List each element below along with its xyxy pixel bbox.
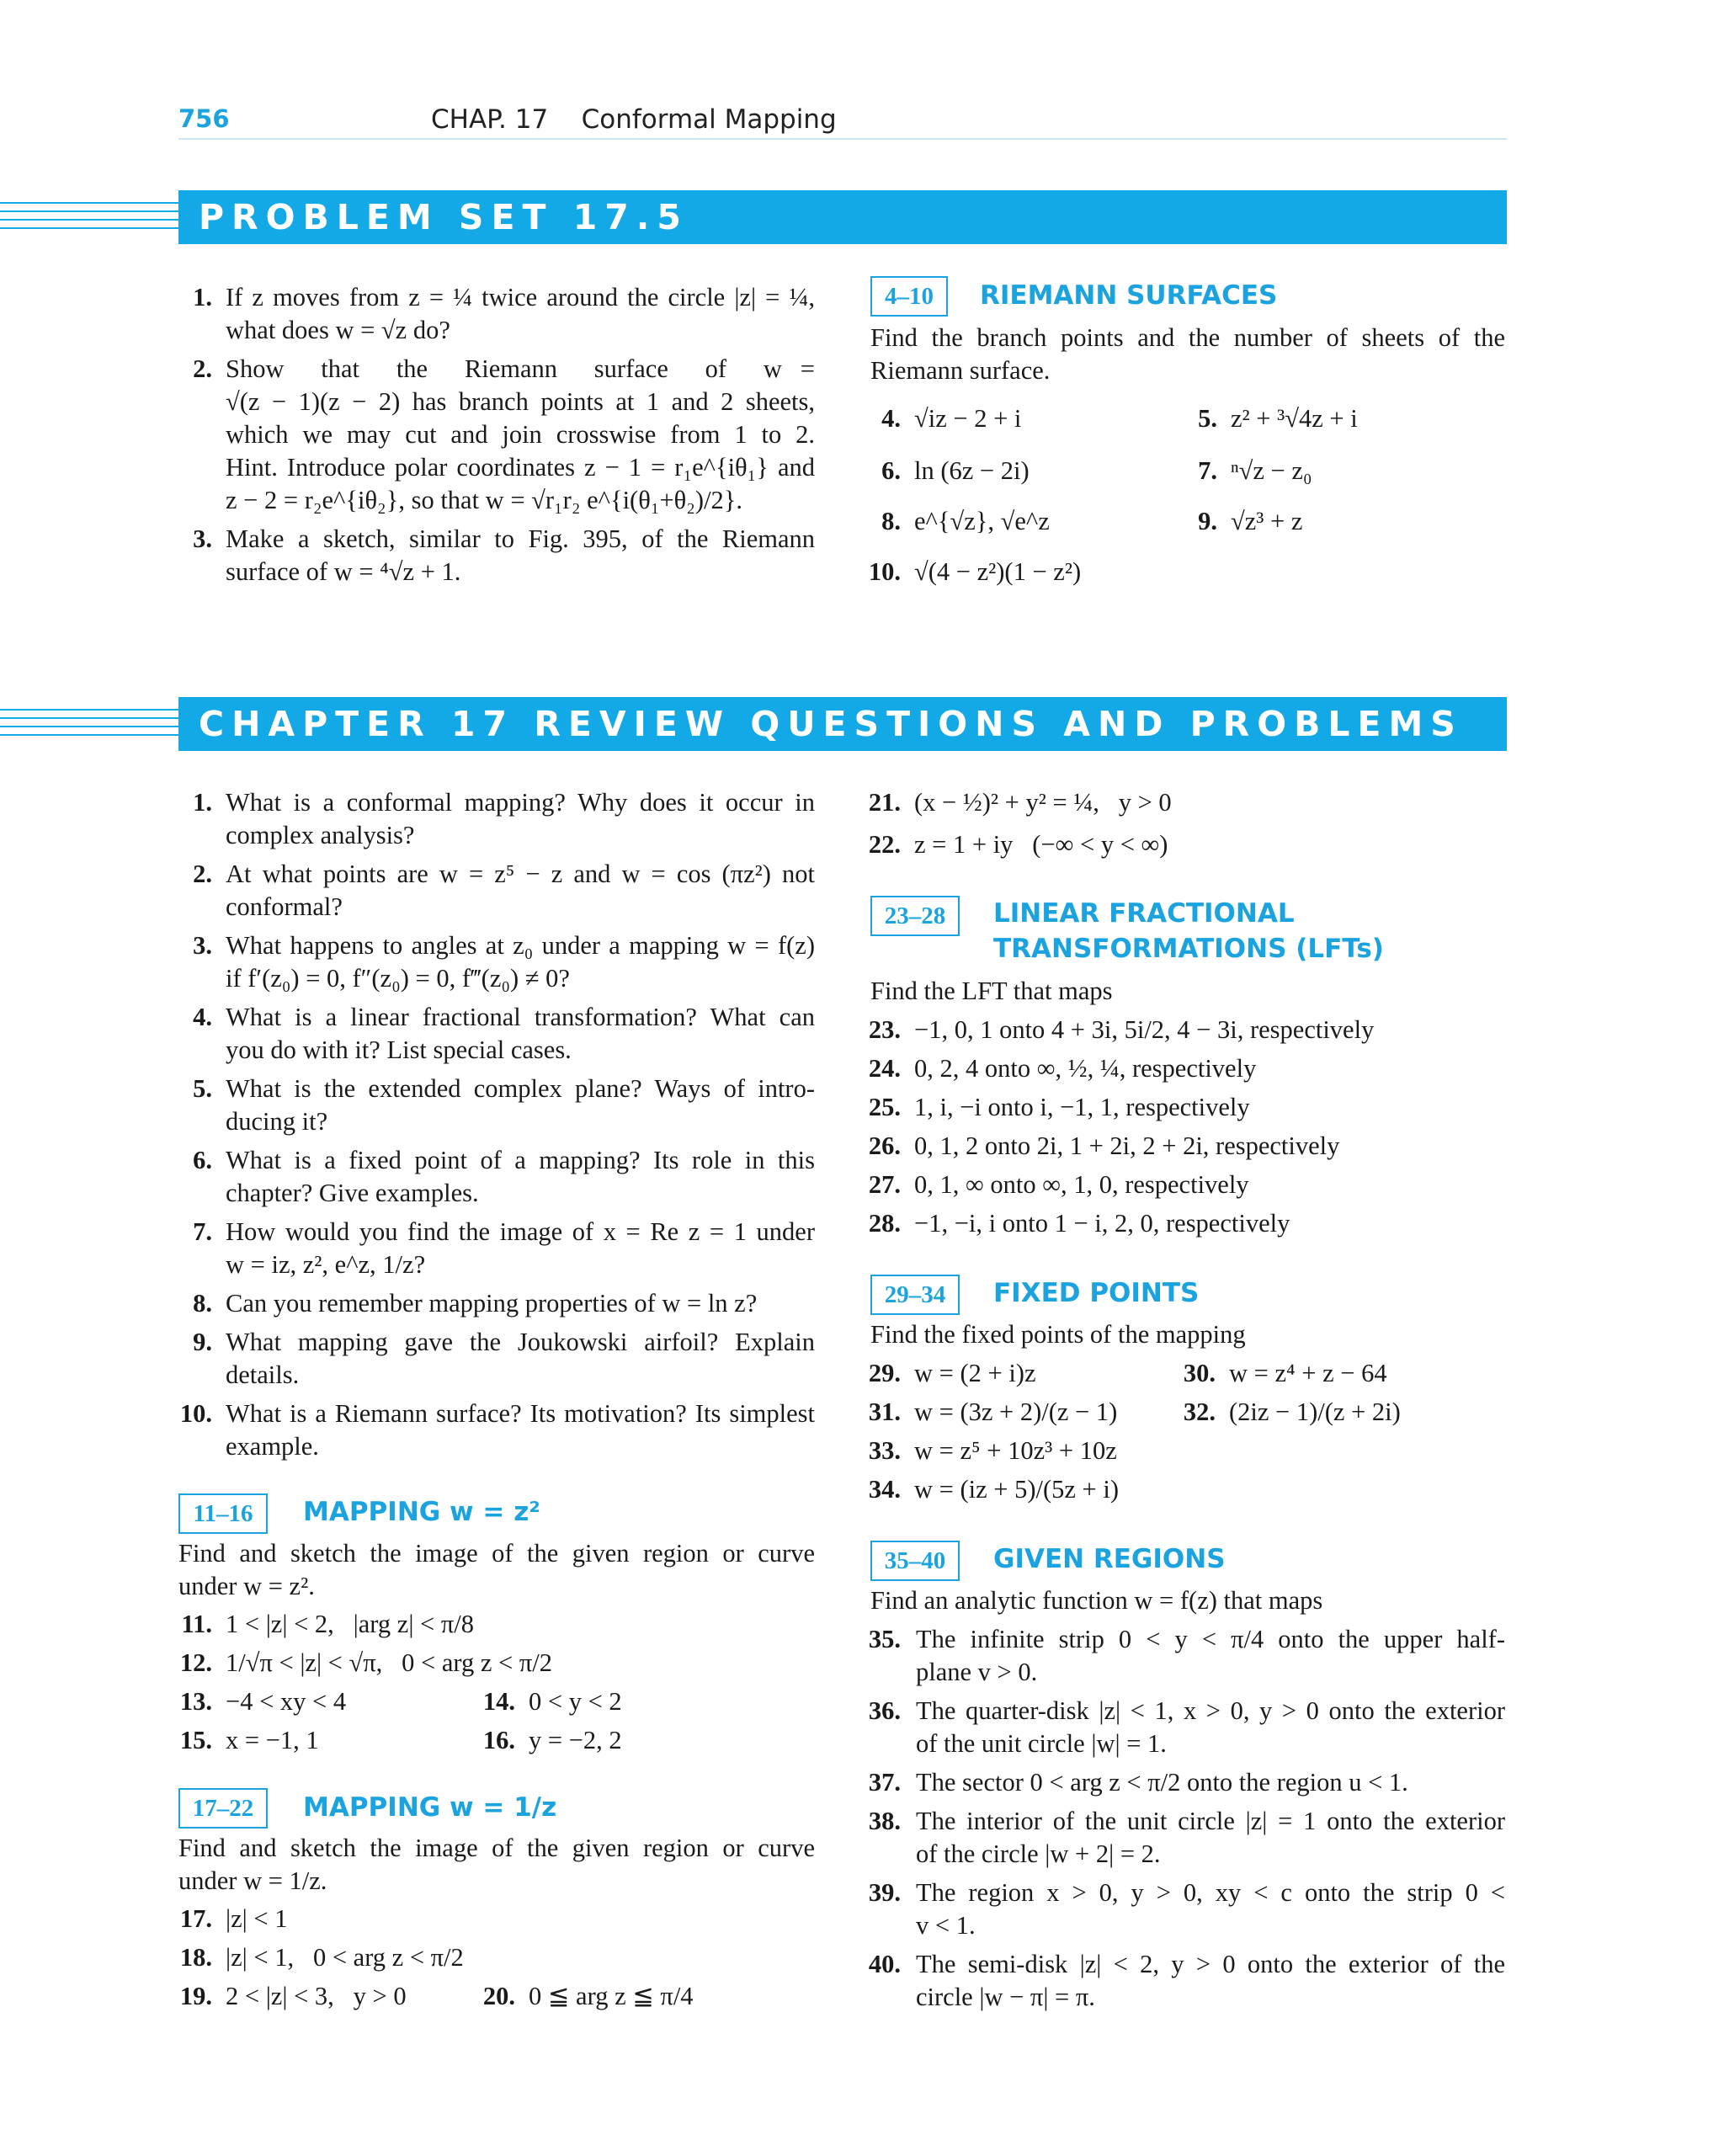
problem-number: 8. <box>881 507 901 535</box>
problem-text: if f′(z₀) = 0, f″(z₀) = 0, f‴(z₀) ≠ 0? <box>226 964 570 993</box>
problem-text: of the unit circle |w| = 1. <box>916 1729 1167 1758</box>
chapter-title: CHAP. 17 Conformal Mapping <box>431 104 837 135</box>
problem-expression: −4 < xy < 4 <box>226 1687 347 1716</box>
problem-text: Make a sketch, similar to Fig. 395, of the Riemann <box>226 524 815 553</box>
problem-expression: −1, −i, i onto 1 − i, 2, 0, respectively <box>914 1209 1290 1238</box>
problem-number: 30. <box>1183 1359 1216 1387</box>
problem-text: chapter? Give examples. <box>226 1179 479 1207</box>
problem-number: 1. <box>193 788 212 817</box>
problem-text: What is a fixed point of a mapping? Its role in this <box>226 1146 815 1174</box>
problem-text: √(z − 1)(z − 2) has branch points at 1 and 2 sheets, <box>226 387 815 416</box>
problem-text: What is a Riemann surface? Its motivation? Its simplest <box>226 1399 815 1428</box>
problem-number: 7. <box>1198 456 1217 485</box>
problem-expression: e^{√z}, √e^z <box>914 507 1050 535</box>
problem-text: Can you remember mapping properties of w = ln z? <box>226 1289 758 1318</box>
problem-text: The region x > 0, y > 0, xy < c onto the strip 0 < <box>916 1878 1505 1907</box>
problem-number: 37. <box>868 1768 901 1797</box>
fixed-heading: FIXED POINTS <box>993 1278 1200 1308</box>
problem-text: example. <box>226 1432 319 1461</box>
problem-number: 28. <box>868 1209 901 1238</box>
problem-number: 12. <box>179 1648 212 1677</box>
problem-text: of the circle |w + 2| = 2. <box>916 1839 1161 1868</box>
problem-number: 34. <box>868 1475 901 1504</box>
problem-number: 10. <box>868 557 901 586</box>
problem-expression: (x − ½)² + y² = ¼, y > 0 <box>914 788 1172 817</box>
page-number: 756 <box>178 104 230 133</box>
problem-number: 9. <box>1198 507 1217 535</box>
problem-expression: z² + ³√4z + i <box>1231 404 1358 433</box>
problem-expression: w = (3z + 2)/(z − 1) <box>914 1397 1118 1426</box>
problem-number: 17. <box>179 1904 212 1933</box>
regions-range-box: 35–40 <box>870 1541 960 1581</box>
problem-text: What is a linear fractional transformation? What can <box>226 1003 815 1031</box>
problem-text: v < 1. <box>916 1911 976 1940</box>
problem-number: 5. <box>1198 404 1217 433</box>
problem-number: 27. <box>868 1170 901 1199</box>
problem-expression: √(4 − z²)(1 − z²) <box>914 557 1082 586</box>
problem-expression: y = −2, 2 <box>529 1726 622 1754</box>
problem-number: 36. <box>868 1696 901 1725</box>
problem-number: 4. <box>193 1003 212 1031</box>
problem-number: 24. <box>868 1054 901 1083</box>
problem-number: 14. <box>482 1687 515 1716</box>
header-rule <box>178 138 1507 140</box>
problem-number: 5. <box>193 1074 212 1103</box>
problem-text: circle |w − π| = π. <box>916 1983 1095 2011</box>
problem-number: 3. <box>193 931 212 960</box>
problem-expression: x = −1, 1 <box>226 1726 319 1754</box>
review-title: CHAPTER 17 REVIEW QUESTIONS AND PROBLEMS <box>199 704 1463 744</box>
problem-expression: 1, i, −i onto i, −1, 1, respectively <box>914 1093 1250 1121</box>
problem-expression: √z³ + z <box>1231 507 1303 535</box>
problem-text: The quarter-disk |z| < 1, x > 0, y > 0 onto the exterior <box>916 1696 1505 1725</box>
problem-number: 19. <box>179 1982 212 2010</box>
problem-expression: 1 < |z| < 2, |arg z| < π/8 <box>226 1610 474 1638</box>
problem-text: The interior of the unit circle |z| = 1 onto the exterior <box>916 1807 1505 1835</box>
problem-number: 11. <box>181 1610 212 1638</box>
riemann-range-box: 4–10 <box>870 276 948 317</box>
problem-expression: √iz − 2 + i <box>914 404 1022 433</box>
problem-expression: w = z⁵ + 10z³ + 10z <box>914 1436 1117 1465</box>
problem-number: 18. <box>179 1943 212 1972</box>
problem-number: 33. <box>868 1436 901 1465</box>
problem-text: surface of w = ⁴√z + 1. <box>226 557 461 586</box>
problem-expression: 2 < |z| < 3, y > 0 <box>226 1982 407 2010</box>
problem-text: what does w = √z do? <box>226 316 450 344</box>
problem-text: The sector 0 < arg z < π/2 onto the region u < 1. <box>916 1768 1408 1797</box>
problem-number: 13. <box>179 1687 212 1716</box>
section-intro: Find and sketch the image of the given region or curve <box>178 1539 815 1568</box>
problem-expression: −1, 0, 1 onto 4 + 3i, 5i/2, 4 − 3i, respectively <box>914 1015 1375 1044</box>
problem-expression: 0, 1, ∞ onto ∞, 1, 0, respectively <box>914 1170 1249 1199</box>
problem-number: 1. <box>193 283 212 311</box>
problem-text: The infinite strip 0 < y < π/4 onto the upper half- <box>916 1625 1505 1653</box>
problem-number: 21. <box>868 788 901 817</box>
problem-text: z − 2 = r₂e^{iθ₂}, so that w = √r₁r₂ e^{i(θ₁+θ₂)/2}. <box>226 486 743 514</box>
problem-number: 16. <box>482 1726 515 1754</box>
problem-number: 15. <box>179 1726 212 1754</box>
problem-number: 9. <box>193 1328 212 1356</box>
problem-number: 4. <box>881 404 901 433</box>
regions-heading: GIVEN REGIONS <box>993 1544 1226 1574</box>
problem-number: 25. <box>868 1093 901 1121</box>
problem-number: 6. <box>881 456 901 485</box>
1z-range-box: 17–22 <box>178 1788 268 1829</box>
problem-text: plane v > 0. <box>916 1658 1038 1686</box>
z2-range-box: 11–16 <box>178 1493 268 1534</box>
problem-number: 6. <box>193 1146 212 1174</box>
problem-number: 38. <box>868 1807 901 1835</box>
problem-text: How would you find the image of x = Re z = 1 under <box>226 1217 815 1246</box>
problem-text: At what points are w = z⁵ − z and w = cos (πz²) not <box>226 860 815 888</box>
problem-number: 26. <box>868 1131 901 1160</box>
section-intro: under w = z². <box>178 1572 315 1600</box>
problem-text: The semi-disk |z| < 2, y > 0 onto the exterior of the <box>916 1950 1505 1978</box>
problem-expression: 0, 1, 2 onto 2i, 1 + 2i, 2 + 2i, respectively <box>914 1131 1340 1160</box>
section-intro: Find the branch points and the number of sheets of the <box>870 323 1505 352</box>
problem-number: 2. <box>193 354 212 383</box>
problem-expression: w = z⁴ + z − 64 <box>1229 1359 1387 1387</box>
problem-number: 10. <box>179 1399 212 1428</box>
riemann-heading: RIEMANN SURFACES <box>980 280 1278 311</box>
problem-text: details. <box>226 1360 300 1389</box>
fixed-range-box: 29–34 <box>870 1275 960 1315</box>
problem-text: conformal? <box>226 892 343 921</box>
problem-text: which we may cut and join crosswise from 1 to 2. <box>226 420 815 449</box>
problem-text: Hint. Introduce polar coordinates z − 1 = r₁e^{iθ₁} and <box>226 453 815 482</box>
z2-heading: MAPPING w = z² <box>303 1497 540 1527</box>
problem-expression: |z| < 1, 0 < arg z < π/2 <box>226 1943 464 1972</box>
problem-text: What is the extended complex plane? Ways of intro- <box>226 1074 815 1103</box>
problem-number: 23. <box>868 1015 901 1044</box>
problem-number: 31. <box>868 1397 901 1426</box>
lft-heading-1: LINEAR FRACTIONAL <box>993 898 1295 929</box>
section-intro: Riemann surface. <box>870 356 1051 385</box>
problem-expression: |z| < 1 <box>226 1904 288 1933</box>
problem-set-title: PROBLEM SET 17.5 <box>199 197 689 237</box>
problem-number: 20. <box>482 1982 515 2010</box>
problem-expression: 0 ≦ arg z ≦ π/4 <box>529 1982 694 2010</box>
problem-expression: (2iz − 1)/(z + 2i) <box>1229 1397 1401 1426</box>
section-intro: Find the fixed points of the mapping <box>870 1320 1246 1349</box>
problem-text: w = iz, z², e^z, 1/z? <box>226 1250 426 1279</box>
problem-expression: z = 1 + iy (−∞ < y < ∞) <box>914 830 1168 859</box>
problem-text: What is a conformal mapping? Why does it occur in <box>226 788 815 817</box>
problem-expression: 0 < y < 2 <box>529 1687 622 1716</box>
section-intro: Find and sketch the image of the given region or curve <box>178 1834 815 1862</box>
problem-number: 2. <box>193 860 212 888</box>
problem-text: complex analysis? <box>226 821 415 849</box>
problem-expression: w = (iz + 5)/(5z + i) <box>914 1475 1120 1504</box>
section-intro: under w = 1/z. <box>178 1866 327 1895</box>
section-intro: Find an analytic function w = f(z) that maps <box>870 1586 1323 1615</box>
problem-text: What mapping gave the Joukowski airfoil? Explain <box>226 1328 815 1356</box>
problem-text: What happens to angles at z₀ under a mapping w = f(z) <box>226 931 815 960</box>
problem-text: you do with it? List special cases. <box>226 1035 572 1064</box>
problem-number: 29. <box>868 1359 901 1387</box>
problem-text: If z moves from z = ¼ twice around the circle |z| = ¼, <box>226 283 815 311</box>
problem-number: 7. <box>193 1217 212 1246</box>
review-banner <box>178 697 1507 751</box>
problem-number: 32. <box>1183 1397 1216 1426</box>
lft-heading-2: TRANSFORMATIONS (LFTs) <box>993 934 1384 964</box>
problem-expression: 1/√π < |z| < √π, 0 < arg z < π/2 <box>226 1648 552 1677</box>
problem-text: Show that the Riemann surface of w = <box>226 354 815 383</box>
problem-number: 3. <box>193 524 212 553</box>
problem-expression: ln (6z − 2i) <box>914 456 1030 485</box>
problem-expression: w = (2 + i)z <box>914 1359 1036 1387</box>
problem-number: 22. <box>868 830 901 859</box>
lft-range-box: 23–28 <box>870 896 960 936</box>
problem-number: 40. <box>868 1950 901 1978</box>
problem-set-banner <box>178 190 1507 244</box>
problem-expression: 0, 2, 4 onto ∞, ½, ¼, respectively <box>914 1054 1257 1083</box>
problem-number: 8. <box>193 1289 212 1318</box>
problem-text: ducing it? <box>226 1107 328 1136</box>
problem-number: 35. <box>868 1625 901 1653</box>
problem-expression: ⁿ√z − z₀ <box>1231 456 1312 485</box>
problem-number: 39. <box>868 1878 901 1907</box>
section-intro: Find the LFT that maps <box>870 977 1113 1005</box>
1z-heading: MAPPING w = 1/z <box>303 1792 557 1823</box>
